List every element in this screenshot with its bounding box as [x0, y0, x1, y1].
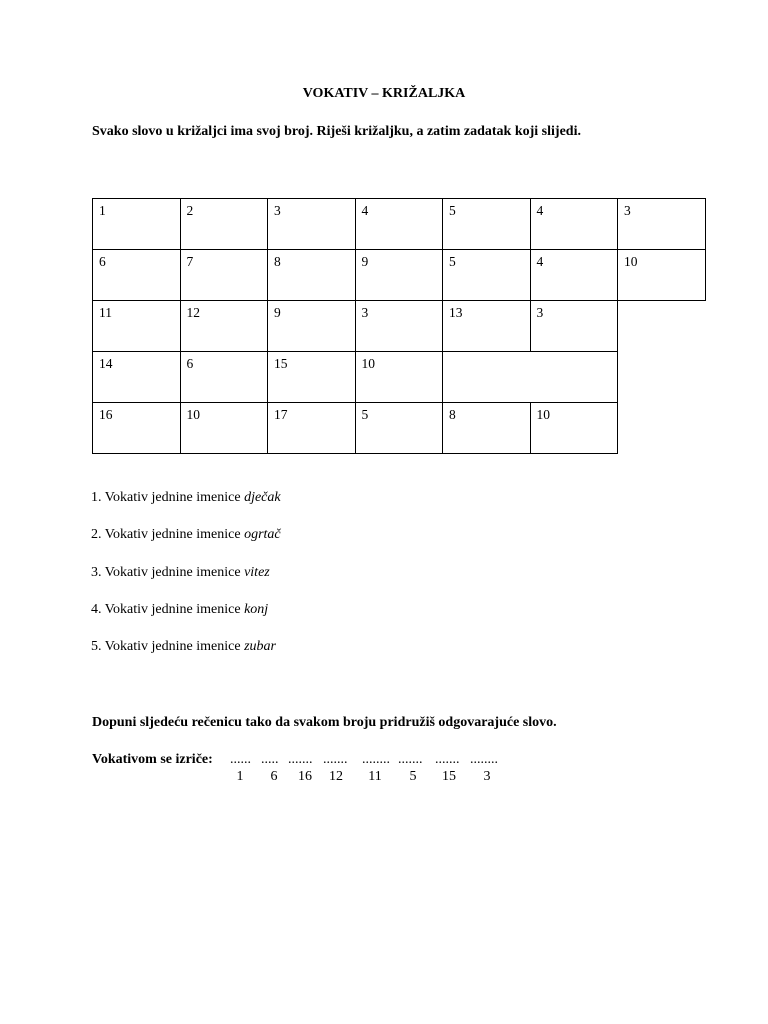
- clue-word: konj: [244, 602, 269, 617]
- clue-word: ogrtač: [244, 527, 281, 542]
- instructions: Svako slovo u križaljci ima svoj broj. Riješi križaljku, a zatim zadatak koji slijedi.: [92, 124, 581, 139]
- answer-blank[interactable]: ........: [470, 752, 498, 767]
- crossword-grid: [92, 198, 706, 454]
- crossword-cell[interactable]: 8: [267, 249, 356, 301]
- crossword-cell[interactable]: 4: [530, 249, 619, 301]
- crossword-cell[interactable]: 1: [92, 198, 181, 250]
- clue-item: 2. Vokativ jednine imenice ogrtač: [91, 527, 281, 542]
- answer-blank[interactable]: .......: [398, 752, 423, 767]
- crossword-cell[interactable]: 10: [180, 402, 269, 454]
- crossword-cell[interactable]: 12: [180, 300, 269, 352]
- crossword-cell[interactable]: 3: [267, 198, 356, 250]
- clue-item: 1. Vokativ jednine imenice dječak: [91, 490, 281, 505]
- crossword-cell[interactable]: 3: [617, 198, 706, 250]
- blank-number: 1: [236, 769, 244, 784]
- crossword-cell[interactable]: 5: [355, 402, 444, 454]
- crossword-cell-merged[interactable]: [442, 351, 618, 403]
- crossword-cell[interactable]: 3: [355, 300, 444, 352]
- crossword-cell[interactable]: 5: [442, 249, 531, 301]
- blank-number: 3: [483, 769, 491, 784]
- crossword-cell[interactable]: 9: [355, 249, 444, 301]
- crossword-cell[interactable]: 4: [530, 198, 619, 250]
- answer-blank[interactable]: .....: [261, 752, 279, 767]
- crossword-cell[interactable]: 10: [617, 249, 706, 301]
- blank-number: 5: [409, 769, 417, 784]
- blank-number: 6: [270, 769, 278, 784]
- worksheet-title: VOKATIV – KRIŽALJKA: [302, 86, 466, 101]
- sentence-label: Vokativom se izriče:: [92, 752, 213, 767]
- task-instruction: Dopuni sljedeću rečenicu tako da svakom broju pridružiš odgovarajuće slovo.: [92, 715, 557, 730]
- crossword-cell[interactable]: 6: [92, 249, 181, 301]
- crossword-cell[interactable]: 10: [530, 402, 619, 454]
- clue-item: 5. Vokativ jednine imenice zubar: [91, 639, 276, 654]
- answer-blank[interactable]: .......: [435, 752, 460, 767]
- crossword-cell[interactable]: 11: [92, 300, 181, 352]
- answer-blank[interactable]: ......: [230, 752, 251, 767]
- crossword-cell[interactable]: 16: [92, 402, 181, 454]
- clue-item: 4. Vokativ jednine imenice konj: [91, 602, 269, 617]
- blank-number: 12: [329, 769, 343, 784]
- blank-number: 11: [368, 769, 382, 784]
- clue-word: dječak: [244, 490, 281, 505]
- answer-blank[interactable]: .......: [323, 752, 348, 767]
- crossword-cell[interactable]: 17: [267, 402, 356, 454]
- crossword-cell[interactable]: 3: [530, 300, 619, 352]
- crossword-cell[interactable]: 15: [267, 351, 356, 403]
- crossword-cell[interactable]: 5: [442, 198, 531, 250]
- crossword-cell[interactable]: 14: [92, 351, 181, 403]
- crossword-cell[interactable]: 4: [355, 198, 444, 250]
- clue-item: 3. Vokativ jednine imenice vitez: [91, 565, 270, 580]
- blank-number: 15: [442, 769, 456, 784]
- crossword-cell[interactable]: 9: [267, 300, 356, 352]
- clue-word: zubar: [244, 639, 276, 654]
- crossword-cell[interactable]: 6: [180, 351, 269, 403]
- crossword-cell[interactable]: 8: [442, 402, 531, 454]
- blank-number: 16: [298, 769, 312, 784]
- crossword-cell[interactable]: 7: [180, 249, 269, 301]
- clue-word: vitez: [244, 565, 270, 580]
- crossword-cell[interactable]: 13: [442, 300, 531, 352]
- answer-blank[interactable]: ........: [362, 752, 390, 767]
- crossword-cell[interactable]: 2: [180, 198, 269, 250]
- answer-blank[interactable]: .......: [288, 752, 313, 767]
- crossword-cell[interactable]: 10: [355, 351, 444, 403]
